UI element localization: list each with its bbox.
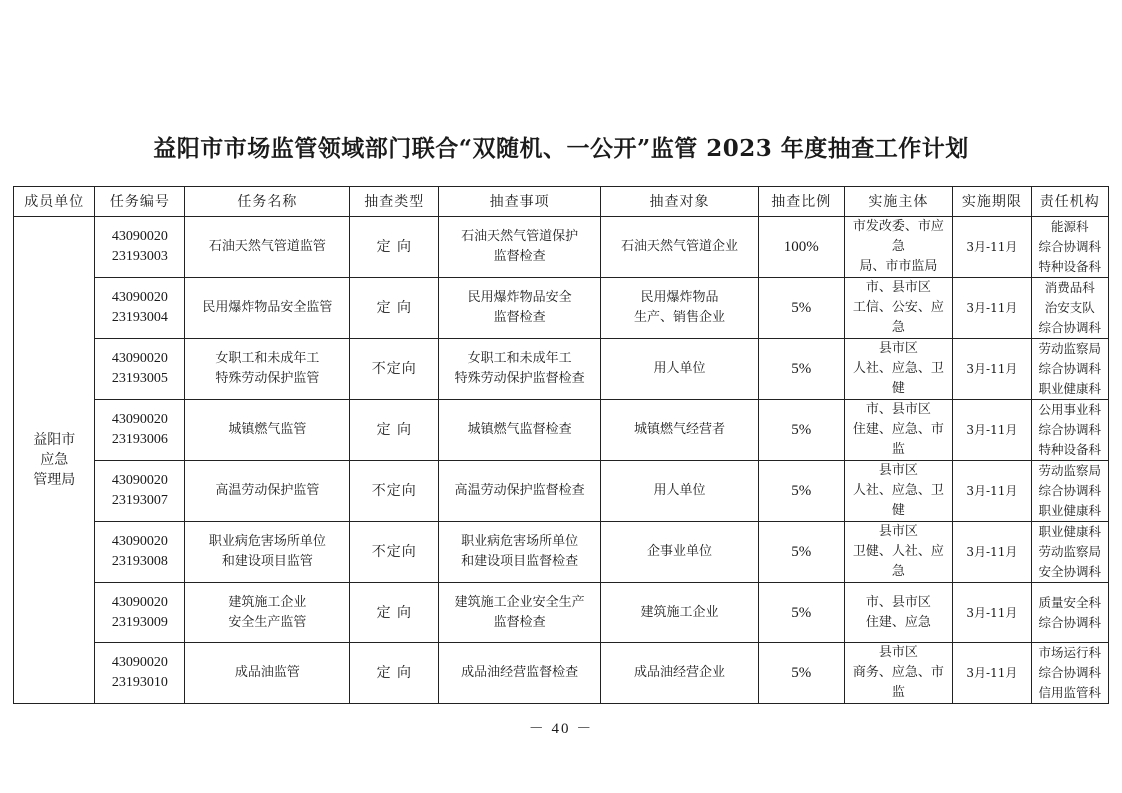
cell-responsible-line: 综合协调科 — [1038, 361, 1102, 376]
cell-check-ratio: 5% — [758, 461, 844, 522]
cell-implementer-line: 住建、应急、市监 — [852, 422, 944, 457]
cell-check-target-line: 用人单位 — [653, 361, 706, 376]
cell-responsible — [1031, 278, 1108, 339]
cell-task-name — [185, 400, 350, 461]
cell-check-item-line: 民用爆炸物品安全 — [467, 290, 572, 305]
page-number: － 40 － — [528, 721, 594, 737]
cell-check-target — [601, 339, 759, 400]
cell-responsible — [1031, 643, 1108, 704]
cell-period: 3月-11月 — [953, 583, 1031, 643]
cell-check-target-line: 生产、销售企业 — [634, 310, 726, 325]
cell-check-item-line: 特殊劳动保护监督检查 — [454, 371, 585, 386]
cell-responsible-line: 公用事业科 — [1038, 402, 1102, 417]
cell-responsible-line: 劳动监察局 — [1038, 463, 1102, 478]
cell-check-item — [439, 522, 601, 583]
cell-check-item-line: 监督检查 — [493, 310, 546, 325]
cell-task-name-line: 安全生产监管 — [228, 614, 307, 630]
cell-check-ratio: 5% — [758, 583, 844, 643]
cell-responsible-line: 综合协调科 — [1038, 665, 1102, 680]
cell-check-item-line: 职业病危害场所单位 — [461, 534, 579, 549]
cell-responsible-line: 消费品科 — [1044, 280, 1095, 295]
cell-period: 3月-11月 — [953, 278, 1031, 339]
cell-check-item-line: 建筑施工企业安全生产 — [454, 594, 585, 610]
cell-implementer-line: 人社、应急、卫健 — [852, 361, 944, 396]
cell-period: 3月-11月 — [953, 461, 1031, 522]
cell-check-type: 不定向 — [350, 522, 439, 583]
cell-check-item-line: 监督检查 — [493, 249, 546, 264]
header-check-item: 抽查事项 — [439, 187, 601, 217]
cell-member-unit — [14, 217, 95, 704]
header-member-unit: 成员单位 — [14, 187, 95, 217]
table-row — [14, 339, 1109, 400]
cell-responsible — [1031, 583, 1108, 643]
header-period: 实施期限 — [953, 187, 1031, 217]
cell-check-ratio: 5% — [758, 278, 844, 339]
cell-check-item-line: 和建设项目监督检查 — [461, 554, 579, 569]
cell-task-code — [95, 461, 185, 522]
cell-check-target — [601, 583, 759, 643]
cell-responsible — [1031, 339, 1108, 400]
cell-task-name-line: 职业病危害场所单位 — [208, 534, 326, 549]
cell-task-code-line: 43090020 — [111, 473, 168, 488]
cell-task-name — [185, 522, 350, 583]
cell-implementer-line: 住建、应急 — [865, 614, 931, 630]
cell-implementer — [844, 461, 953, 522]
cell-check-target-line: 企事业单位 — [647, 544, 713, 559]
cell-check-target — [601, 461, 759, 522]
cell-check-target-line: 城镇燃气经营者 — [634, 422, 726, 437]
header-task-code: 任务编号 — [95, 187, 185, 217]
cell-task-code-line: 23193007 — [111, 493, 168, 508]
cell-implementer — [844, 643, 953, 704]
cell-check-item — [439, 461, 601, 522]
table-row — [14, 278, 1109, 339]
cell-task-code — [95, 522, 185, 583]
header-responsible: 责任机构 — [1031, 187, 1108, 217]
cell-check-target-line: 石油天然气管道企业 — [621, 239, 739, 254]
cell-task-name — [185, 339, 350, 400]
table-row — [14, 583, 1109, 643]
cell-implementer — [844, 583, 953, 643]
cell-task-code-line: 43090020 — [111, 229, 168, 244]
cell-check-target-line: 民用爆炸物品 — [640, 290, 719, 305]
cell-task-name — [185, 583, 350, 643]
cell-responsible-line: 综合协调科 — [1038, 320, 1102, 335]
cell-check-ratio: 5% — [758, 643, 844, 704]
cell-task-name-line: 和建设项目监管 — [221, 554, 313, 569]
cell-check-target-line: 建筑施工企业 — [640, 604, 719, 620]
cell-period: 3月-11月 — [953, 339, 1031, 400]
cell-task-code-line: 43090020 — [111, 290, 168, 305]
cell-responsible-line: 能源科 — [1051, 219, 1089, 234]
cell-implementer-line: 县市区 — [878, 645, 918, 660]
cell-task-name-line: 城镇燃气监管 — [228, 422, 307, 437]
header-check-type: 抽查类型 — [350, 187, 439, 217]
cell-check-target-line: 成品油经营企业 — [634, 665, 726, 680]
cell-responsible-line: 综合协调科 — [1038, 483, 1102, 498]
cell-check-type: 定 向 — [350, 217, 439, 278]
cell-task-code — [95, 400, 185, 461]
cell-implementer-line: 市、县市区 — [865, 402, 931, 417]
cell-check-item-line: 高温劳动保护监督检查 — [454, 483, 585, 498]
table-header-row — [14, 187, 1109, 217]
cell-check-ratio: 5% — [758, 339, 844, 400]
cell-responsible-line: 职业健康科 — [1038, 381, 1102, 396]
header-check-ratio: 抽查比例 — [758, 187, 844, 217]
cell-check-type: 定 向 — [350, 400, 439, 461]
cell-check-item-line: 成品油经营监督检查 — [461, 665, 579, 680]
cell-period: 3月-11月 — [953, 522, 1031, 583]
cell-task-code-line: 43090020 — [111, 351, 168, 366]
cell-implementer — [844, 278, 953, 339]
cell-implementer-line: 县市区 — [878, 463, 918, 478]
cell-responsible — [1031, 400, 1108, 461]
cell-check-item — [439, 400, 601, 461]
cell-responsible-line: 劳动监察局 — [1038, 544, 1102, 559]
cell-responsible-line: 市场运行科 — [1038, 645, 1102, 660]
cell-responsible-line: 质量安全科 — [1038, 594, 1102, 610]
cell-task-name-line: 成品油监管 — [234, 665, 300, 680]
cell-check-target — [601, 522, 759, 583]
cell-responsible — [1031, 522, 1108, 583]
table-row — [14, 461, 1109, 522]
header-implementer: 实施主体 — [844, 187, 953, 217]
cell-check-target — [601, 400, 759, 461]
table-row — [14, 400, 1109, 461]
cell-implementer-line: 卫健、人社、应急 — [852, 544, 944, 579]
cell-task-code-line: 23193003 — [111, 249, 168, 264]
cell-task-code — [95, 278, 185, 339]
cell-implementer-line: 局、市市监局 — [859, 259, 938, 274]
cell-check-target-line: 用人单位 — [653, 483, 706, 498]
cell-implementer — [844, 339, 953, 400]
cell-task-code-line: 43090020 — [111, 534, 168, 549]
cell-check-type: 定 向 — [350, 583, 439, 643]
cell-check-type: 不定向 — [350, 339, 439, 400]
cell-check-item-line: 女职工和未成年工 — [467, 351, 572, 366]
cell-task-code-line: 23193008 — [111, 554, 168, 569]
cell-implementer-line: 人社、应急、卫健 — [852, 483, 944, 518]
member-unit-line: 益阳市 — [33, 432, 76, 448]
cell-task-name-line: 民用爆炸物品安全监管 — [202, 300, 333, 315]
page-title: 益阳市市场监管领域部门联合“双随机、一公开”监管 2023 年度抽查工作计划 — [153, 135, 969, 162]
cell-check-item — [439, 217, 601, 278]
cell-check-target — [601, 278, 759, 339]
cell-responsible — [1031, 461, 1108, 522]
cell-check-ratio: 100% — [758, 217, 844, 278]
header-task-name: 任务名称 — [185, 187, 350, 217]
cell-task-code-line: 23193005 — [111, 371, 168, 386]
header-check-target: 抽查对象 — [601, 187, 759, 217]
cell-check-ratio: 5% — [758, 522, 844, 583]
cell-period: 3月-11月 — [953, 400, 1031, 461]
cell-responsible-line: 治安支队 — [1044, 300, 1095, 315]
cell-period: 3月-11月 — [953, 643, 1031, 704]
cell-check-type: 定 向 — [350, 278, 439, 339]
cell-task-name — [185, 643, 350, 704]
cell-period: 3月-11月 — [953, 217, 1031, 278]
cell-check-target — [601, 643, 759, 704]
cell-check-item-line: 城镇燃气监督检查 — [467, 422, 572, 437]
cell-responsible-line: 综合协调科 — [1038, 422, 1102, 437]
member-unit-line: 应急 — [40, 452, 69, 468]
cell-responsible-line: 安全协调科 — [1038, 564, 1102, 579]
cell-check-item-line: 石油天然气管道保护 — [461, 229, 579, 244]
table-row — [14, 522, 1109, 583]
cell-task-code-line: 23193006 — [111, 432, 168, 447]
cell-task-code — [95, 339, 185, 400]
cell-task-code — [95, 583, 185, 643]
cell-task-name-line: 建筑施工企业 — [228, 594, 307, 610]
cell-responsible-line: 信用监管科 — [1038, 685, 1102, 700]
cell-responsible — [1031, 217, 1108, 278]
cell-implementer-line: 市发改委、市应急 — [852, 219, 944, 254]
cell-implementer-line: 市、县市区 — [865, 280, 931, 295]
cell-task-code-line: 43090020 — [111, 655, 168, 670]
cell-check-item — [439, 339, 601, 400]
cell-check-item-line: 监督检查 — [493, 614, 546, 630]
plan-table — [13, 186, 1109, 704]
cell-task-name — [185, 278, 350, 339]
cell-check-target — [601, 217, 759, 278]
table-row — [14, 643, 1109, 704]
cell-check-ratio: 5% — [758, 400, 844, 461]
cell-responsible-line: 综合协调科 — [1038, 239, 1102, 254]
cell-task-code-line: 43090020 — [111, 412, 168, 427]
cell-task-name-line: 特殊劳动保护监管 — [215, 371, 320, 386]
cell-check-item — [439, 583, 601, 643]
cell-implementer — [844, 522, 953, 583]
cell-task-name — [185, 461, 350, 522]
cell-check-type: 不定向 — [350, 461, 439, 522]
cell-check-type: 定 向 — [350, 643, 439, 704]
cell-task-name — [185, 217, 350, 278]
cell-implementer-line: 县市区 — [878, 341, 918, 356]
cell-task-name-line: 石油天然气管道监管 — [208, 239, 326, 254]
cell-task-code-line: 23193010 — [111, 675, 168, 690]
cell-task-code-line: 43090020 — [111, 594, 168, 610]
cell-responsible-line: 特种设备科 — [1038, 259, 1102, 274]
cell-implementer — [844, 400, 953, 461]
cell-check-item — [439, 643, 601, 704]
cell-task-name-line: 女职工和未成年工 — [215, 351, 320, 366]
cell-responsible-line: 特种设备科 — [1038, 442, 1102, 457]
cell-responsible-line: 劳动监察局 — [1038, 341, 1102, 356]
cell-task-code — [95, 217, 185, 278]
cell-implementer-line: 商务、应急、市监 — [852, 665, 944, 700]
cell-implementer-line: 市、县市区 — [865, 594, 931, 610]
cell-implementer — [844, 217, 953, 278]
cell-task-code-line: 23193004 — [111, 310, 168, 325]
cell-responsible-line: 综合协调科 — [1038, 614, 1102, 630]
cell-task-code — [95, 643, 185, 704]
cell-task-name-line: 高温劳动保护监管 — [215, 483, 320, 498]
table-row — [14, 217, 1109, 278]
cell-responsible-line: 职业健康科 — [1038, 503, 1102, 518]
cell-responsible-line: 职业健康科 — [1038, 524, 1102, 539]
cell-implementer-line: 县市区 — [878, 524, 918, 539]
cell-implementer-line: 工信、公安、应急 — [852, 300, 944, 335]
member-unit-line: 管理局 — [33, 472, 76, 488]
cell-task-code-line: 23193009 — [111, 614, 168, 630]
cell-check-item — [439, 278, 601, 339]
